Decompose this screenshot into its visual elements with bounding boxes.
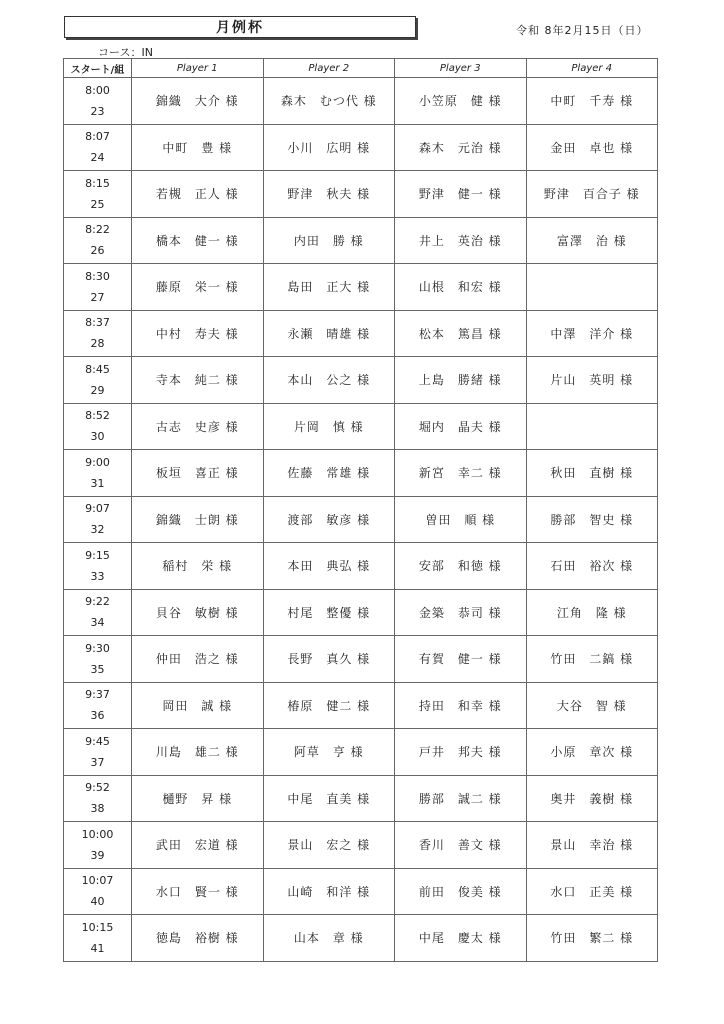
table-row [64, 543, 658, 590]
player-1-cell: 川島 雄二 様 [132, 729, 264, 776]
table-row [64, 822, 658, 869]
table-row [64, 589, 658, 636]
player-3-cell: 前田 俊美 様 [395, 868, 527, 915]
player-2-cell: 椿原 健二 様 [263, 682, 395, 729]
player-4-cell: 勝部 智史 様 [526, 496, 658, 543]
player-2-cell: 本山 公之 様 [263, 357, 395, 404]
group-number: 35 [90, 662, 105, 676]
group-number: 41 [90, 941, 105, 955]
group-number: 39 [90, 848, 105, 862]
group-number: 25 [90, 197, 105, 211]
document-title: 月例杯 [64, 16, 416, 38]
player-3-cell: 中尾 慶太 様 [395, 915, 527, 962]
start-time: 9:15 [85, 548, 110, 562]
player-4-cell: 小原 章次 様 [526, 729, 658, 776]
start-time-cell [64, 915, 132, 962]
player-4-cell: 片山 英明 様 [526, 357, 658, 404]
group-number: 29 [90, 383, 105, 397]
player-2-cell: 佐藤 常雄 様 [263, 450, 395, 497]
start-time: 8:30 [85, 269, 110, 283]
table-row [64, 264, 658, 311]
table-row [64, 171, 658, 218]
start-time: 9:37 [85, 688, 110, 702]
player-2-cell: 中尾 直美 様 [263, 775, 395, 822]
player-4-cell: 景山 幸治 様 [526, 822, 658, 869]
table-row [64, 124, 658, 171]
group-number: 40 [90, 895, 105, 909]
start-time-cell [64, 682, 132, 729]
header-player-2: Player 2 [263, 59, 395, 78]
start-time: 9:45 [85, 734, 110, 748]
start-time-cell [64, 543, 132, 590]
player-3-cell: 小笠原 健 様 [395, 78, 527, 125]
player-3-cell: 勝部 誠二 様 [395, 775, 527, 822]
table-header-row [64, 59, 658, 78]
player-1-cell: 水口 賢一 様 [132, 868, 264, 915]
player-3-cell: 野津 健一 様 [395, 171, 527, 218]
player-1-cell: 貝谷 敏樹 様 [132, 589, 264, 636]
player-4-cell: 中町 千寿 様 [526, 78, 658, 125]
header-start-group: スタート/組 [64, 59, 132, 78]
start-time: 8:37 [85, 316, 110, 330]
tee-time-table [63, 58, 658, 962]
player-2-cell: 村尾 整優 様 [263, 589, 395, 636]
group-number: 36 [90, 709, 105, 723]
player-1-cell: 稲村 栄 様 [132, 543, 264, 590]
event-date: 令和 8年2月15日（日） [516, 24, 649, 37]
group-number: 34 [90, 616, 105, 630]
player-1-cell: 若槻 正人 様 [132, 171, 264, 218]
table-row [64, 357, 658, 404]
table-row [64, 682, 658, 729]
player-2-cell: 内田 勝 様 [263, 217, 395, 264]
player-2-cell: 森木 むつ代 様 [263, 78, 395, 125]
start-time: 10:07 [81, 874, 114, 888]
group-number: 26 [90, 244, 105, 258]
group-number: 38 [90, 802, 105, 816]
player-1-cell: 古志 史彦 様 [132, 403, 264, 450]
group-number: 23 [90, 104, 105, 118]
player-1-cell: 中町 豊 様 [132, 124, 264, 171]
player-3-cell: 金築 恭司 様 [395, 589, 527, 636]
start-time-cell [64, 78, 132, 125]
player-3-cell: 持田 和幸 様 [395, 682, 527, 729]
player-1-cell: 橋本 健一 様 [132, 217, 264, 264]
player-2-cell: 片岡 慎 様 [263, 403, 395, 450]
player-1-cell: 寺本 純二 様 [132, 357, 264, 404]
start-time-cell [64, 310, 132, 357]
table-row [64, 310, 658, 357]
start-time-cell [64, 496, 132, 543]
player-2-cell: 小川 広明 様 [263, 124, 395, 171]
table-row [64, 403, 658, 450]
player-1-cell: 錦織 大介 様 [132, 78, 264, 125]
start-time: 8:00 [85, 83, 110, 97]
table-row [64, 775, 658, 822]
header-player-1: Player 1 [132, 59, 264, 78]
start-time-cell [64, 636, 132, 683]
start-time: 9:52 [85, 781, 110, 795]
header-player-3: Player 3 [395, 59, 527, 78]
start-time-cell [64, 450, 132, 497]
start-time-cell [64, 171, 132, 218]
start-time-cell [64, 822, 132, 869]
player-2-cell: 景山 宏之 様 [263, 822, 395, 869]
player-4-cell [526, 264, 658, 311]
start-time: 9:22 [85, 595, 110, 609]
player-3-cell: 曽田 順 様 [395, 496, 527, 543]
player-1-cell: 仲田 浩之 様 [132, 636, 264, 683]
player-4-cell: 野津 百合子 様 [526, 171, 658, 218]
player-2-cell: 島田 正大 様 [263, 264, 395, 311]
course-label: コース：IN [98, 46, 153, 59]
start-time: 9:00 [85, 455, 110, 469]
start-time-cell [64, 357, 132, 404]
player-2-cell: 野津 秋夫 様 [263, 171, 395, 218]
group-number: 31 [90, 476, 105, 490]
start-time-cell [64, 868, 132, 915]
group-number: 28 [90, 337, 105, 351]
group-number: 32 [90, 523, 105, 537]
player-4-cell: 秋田 直樹 様 [526, 450, 658, 497]
group-number: 27 [90, 290, 105, 304]
start-time-cell [64, 124, 132, 171]
player-3-cell: 井上 英治 様 [395, 217, 527, 264]
start-time: 10:00 [81, 827, 114, 841]
player-1-cell: 藤原 栄一 様 [132, 264, 264, 311]
player-3-cell: 堀内 晶夫 様 [395, 403, 527, 450]
start-time-cell [64, 217, 132, 264]
player-2-cell: 長野 真久 様 [263, 636, 395, 683]
player-2-cell: 本田 典弘 様 [263, 543, 395, 590]
table-row [64, 217, 658, 264]
table-row [64, 78, 658, 125]
group-number: 30 [90, 430, 105, 444]
player-1-cell: 徳島 裕樹 様 [132, 915, 264, 962]
player-4-cell: 中澤 洋介 様 [526, 310, 658, 357]
table-row [64, 915, 658, 962]
table-row [64, 496, 658, 543]
player-4-cell: 奥井 義樹 様 [526, 775, 658, 822]
start-time: 8:15 [85, 176, 110, 190]
player-4-cell: 富澤 治 様 [526, 217, 658, 264]
player-4-cell: 金田 卓也 様 [526, 124, 658, 171]
table-row [64, 868, 658, 915]
player-4-cell: 大谷 智 様 [526, 682, 658, 729]
player-4-cell: 水口 正美 様 [526, 868, 658, 915]
start-time-cell [64, 264, 132, 311]
player-3-cell: 新宮 幸二 様 [395, 450, 527, 497]
player-4-cell: 石田 裕次 様 [526, 543, 658, 590]
player-1-cell: 樋野 昇 様 [132, 775, 264, 822]
player-2-cell: 阿草 亨 様 [263, 729, 395, 776]
start-time: 8:45 [85, 362, 110, 376]
player-1-cell: 中村 寿夫 様 [132, 310, 264, 357]
header-player-4: Player 4 [526, 59, 658, 78]
table-row [64, 729, 658, 776]
group-number: 37 [90, 755, 105, 769]
player-3-cell: 山根 和宏 様 [395, 264, 527, 311]
start-time: 8:52 [85, 409, 110, 423]
player-3-cell: 上島 勝緒 様 [395, 357, 527, 404]
player-1-cell: 武田 宏道 様 [132, 822, 264, 869]
start-time: 9:30 [85, 641, 110, 655]
player-4-cell: 竹田 二鎬 様 [526, 636, 658, 683]
player-1-cell: 板垣 喜正 様 [132, 450, 264, 497]
player-4-cell: 竹田 繁二 様 [526, 915, 658, 962]
start-time: 9:07 [85, 502, 110, 516]
start-time-cell [64, 403, 132, 450]
player-3-cell: 戸井 邦夫 様 [395, 729, 527, 776]
player-3-cell: 香川 善文 様 [395, 822, 527, 869]
player-2-cell: 永瀬 晴雄 様 [263, 310, 395, 357]
start-time: 10:15 [81, 920, 114, 934]
player-3-cell: 森木 元治 様 [395, 124, 527, 171]
player-3-cell: 有賀 健一 様 [395, 636, 527, 683]
start-time-cell [64, 589, 132, 636]
start-time: 8:07 [85, 130, 110, 144]
group-number: 33 [90, 569, 105, 583]
group-number: 24 [90, 151, 105, 165]
player-2-cell: 山本 章 様 [263, 915, 395, 962]
player-4-cell [526, 403, 658, 450]
player-2-cell: 山崎 和洋 様 [263, 868, 395, 915]
start-time: 8:22 [85, 223, 110, 237]
player-1-cell: 錦織 士朗 様 [132, 496, 264, 543]
start-time-cell [64, 729, 132, 776]
player-3-cell: 松本 篤昌 様 [395, 310, 527, 357]
table-row [64, 450, 658, 497]
table-row [64, 636, 658, 683]
player-1-cell: 岡田 誠 様 [132, 682, 264, 729]
player-2-cell: 渡部 敏彦 様 [263, 496, 395, 543]
start-time-cell [64, 775, 132, 822]
player-3-cell: 安部 和徳 様 [395, 543, 527, 590]
player-4-cell: 江角 隆 様 [526, 589, 658, 636]
